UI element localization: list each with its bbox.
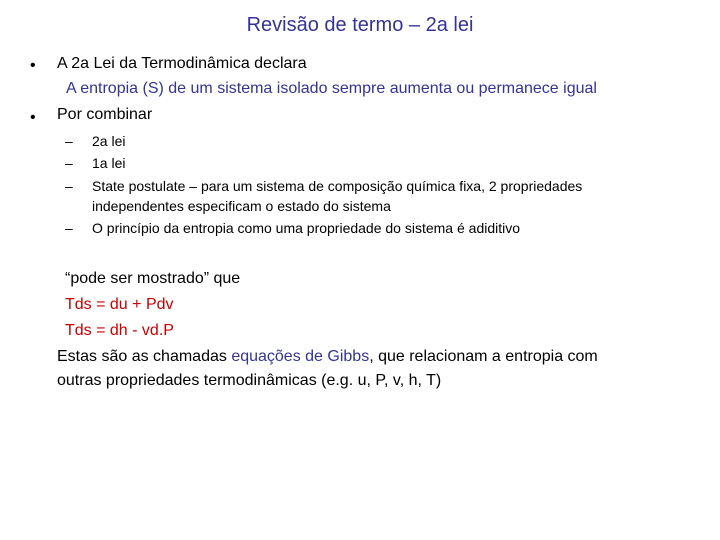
bullet-1-continuation: A entropia (S) de um sistema isolado sempre aumenta ou permanece igual bbox=[66, 80, 597, 97]
subitem-state-postulate: State postulate – para um sistema de composição química fixa, 2 propriedades bbox=[92, 178, 583, 194]
bullet-marker: • bbox=[30, 57, 36, 74]
subitem-2a-lei: 2a lei bbox=[92, 133, 126, 149]
subitem-1a-lei: 1a lei bbox=[92, 155, 126, 171]
bullet-2-text: Por combinar bbox=[57, 106, 153, 123]
subitem-entropy-principle: O princípio da entropia como uma propriedade do sistema é adiditivo bbox=[92, 220, 521, 236]
slide-title: Revisão de termo – 2a lei bbox=[246, 14, 474, 36]
subitem-state-postulate-cont: independentes especificam o estado do sistema bbox=[92, 198, 391, 214]
dash-marker: – bbox=[65, 178, 73, 194]
equation-tds-dh: Tds = dh - vd.P bbox=[65, 322, 174, 339]
bullet-1-text: A 2a Lei da Termodinâmica declara bbox=[57, 55, 307, 72]
bullet-marker: • bbox=[30, 109, 36, 126]
pode-ser-mostrado-text: “pode ser mostrado” que bbox=[65, 270, 241, 287]
gibbs-equations-highlight: equações de Gibbs bbox=[231, 348, 370, 365]
gibbs-paragraph-line2: outras propriedades termodinâmicas (e.g. u, P, v, h, T) bbox=[57, 372, 442, 389]
dash-marker: – bbox=[65, 155, 73, 171]
dash-marker: – bbox=[65, 220, 73, 236]
equation-tds-du: Tds = du + Pdv bbox=[65, 296, 174, 313]
dash-marker: – bbox=[65, 133, 73, 149]
gibbs-pre-text: Estas são as chamadas bbox=[57, 348, 232, 365]
gibbs-post-text: , que relacionam a entropia com bbox=[369, 348, 598, 365]
gibbs-paragraph-line1 bbox=[57, 348, 598, 366]
